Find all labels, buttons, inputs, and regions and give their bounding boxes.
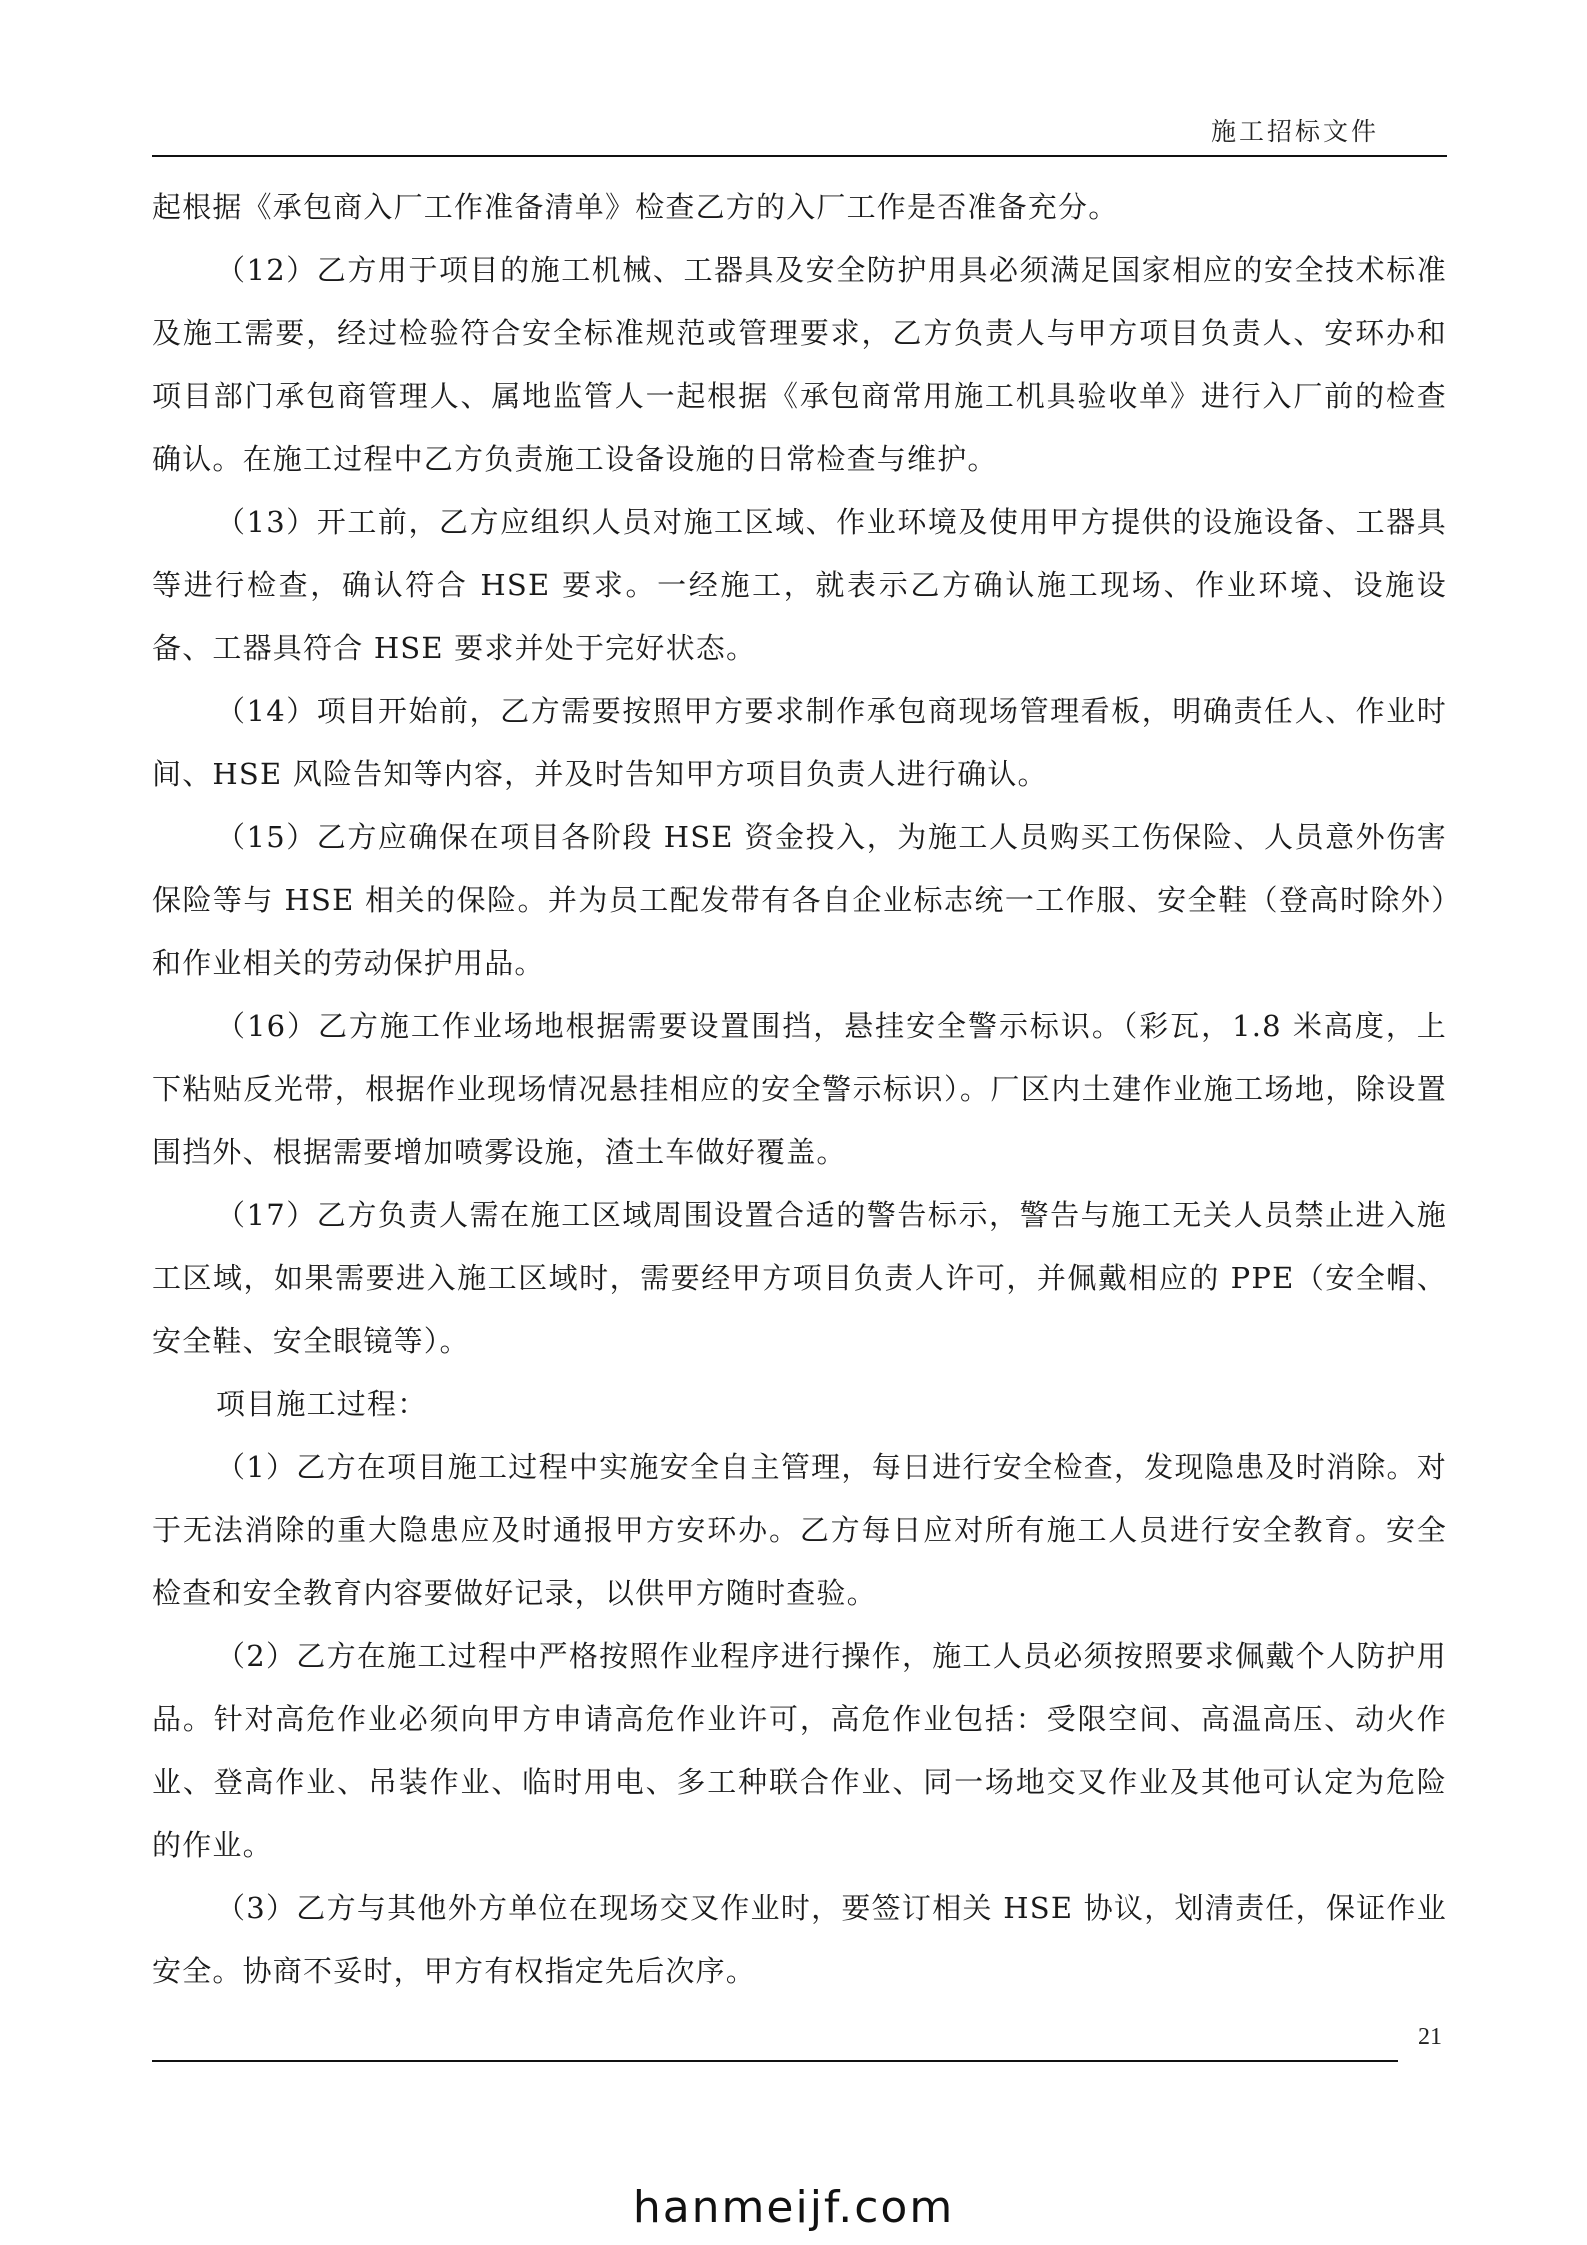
body-paragraph: （16）乙方施工作业场地根据需要设置围挡，悬挂安全警示标识。（彩瓦，1.8 米高度，上下粘贴反光带，根据作业现场情况悬挂相应的安全警示标识）。厂区内土建作业施工场地，除设置围挡外、根据需要增加喷雾设施，渣土车做好覆盖。 <box>152 1009 1447 1169</box>
body-paragraph: （3）乙方与其他外方单位在现场交叉作业时，要签订相关 HSE 协议，划清责任，保证作业安全。协商不妥时，甲方有权指定先后次序。 <box>152 1891 1447 1988</box>
page-number: 21 <box>1418 2024 1442 2050</box>
body-paragraph: （15）乙方应确保在项目各阶段 HSE 资金投入，为施工人员购买工伤保险、人员意外伤害保险等与 HSE 相关的保险。并为员工配发带有各自企业标志统一工作服、安全鞋（登高时除外）和作业相关的劳动保护用品。 <box>152 820 1447 980</box>
body-paragraph: （2）乙方在施工过程中严格按照作业程序进行操作，施工人员必须按照要求佩戴个人防护用品。针对高危作业必须向甲方申请高危作业许可，高危作业包括：受限空间、高温高压、动火作业、登高作业、吊装作业、临时用电、多工种联合作业、同一场地交叉作业及其他可认定为危险的作业。 <box>152 1639 1447 1862</box>
section-heading: 项目施工过程： <box>216 1387 428 1421</box>
body-paragraph: 起根据《承包商入厂工作准备清单》检查乙方的入厂工作是否准备充分。 <box>152 190 1119 224</box>
site-watermark: hanmeijf.com <box>632 2182 955 2233</box>
body-paragraph: （1）乙方在项目施工过程中实施安全自主管理，每日进行安全检查，发现隐患及时消除。对于无法消除的重大隐患应及时通报甲方安环办。乙方每日应对所有施工人员进行安全教育。安全检查和安全教育内容要做好记录，以供甲方随时查验。 <box>152 1450 1447 1610</box>
body-paragraph: （13）开工前，乙方应组织人员对施工区域、作业环境及使用甲方提供的设施设备、工器具等进行检查，确认符合 HSE 要求。一经施工，就表示乙方确认施工现场、作业环境、设施设备、工器具符合 HSE 要求并处于完好状态。 <box>152 505 1447 665</box>
footer-divider <box>152 2060 1398 2062</box>
document-header-title: 施工招标文件 <box>1210 117 1379 146</box>
body-paragraph: （12）乙方用于项目的施工机械、工器具及安全防护用具必须满足国家相应的安全技术标准及施工需要，经过检验符合安全标准规范或管理要求，乙方负责人与甲方项目负责人、安环办和项目部门承包商管理人、属地监管人一起根据《承包商常用施工机具验收单》进行入厂前的检查确认。在施工过程中乙方负责施工设备设施的日常检查与维护。 <box>152 253 1447 476</box>
document-body <box>152 176 1447 2003</box>
header-divider <box>152 155 1447 157</box>
body-paragraph: （14）项目开始前，乙方需要按照甲方要求制作承包商现场管理看板，明确责任人、作业时间、HSE 风险告知等内容，并及时告知甲方项目负责人进行确认。 <box>152 694 1447 791</box>
body-paragraph: （17）乙方负责人需在施工区域周围设置合适的警告标示，警告与施工无关人员禁止进入施工区域，如果需要进入施工区域时，需要经甲方项目负责人许可，并佩戴相应的 PPE（安全帽、安全鞋、安全眼镜等）。 <box>152 1198 1447 1358</box>
